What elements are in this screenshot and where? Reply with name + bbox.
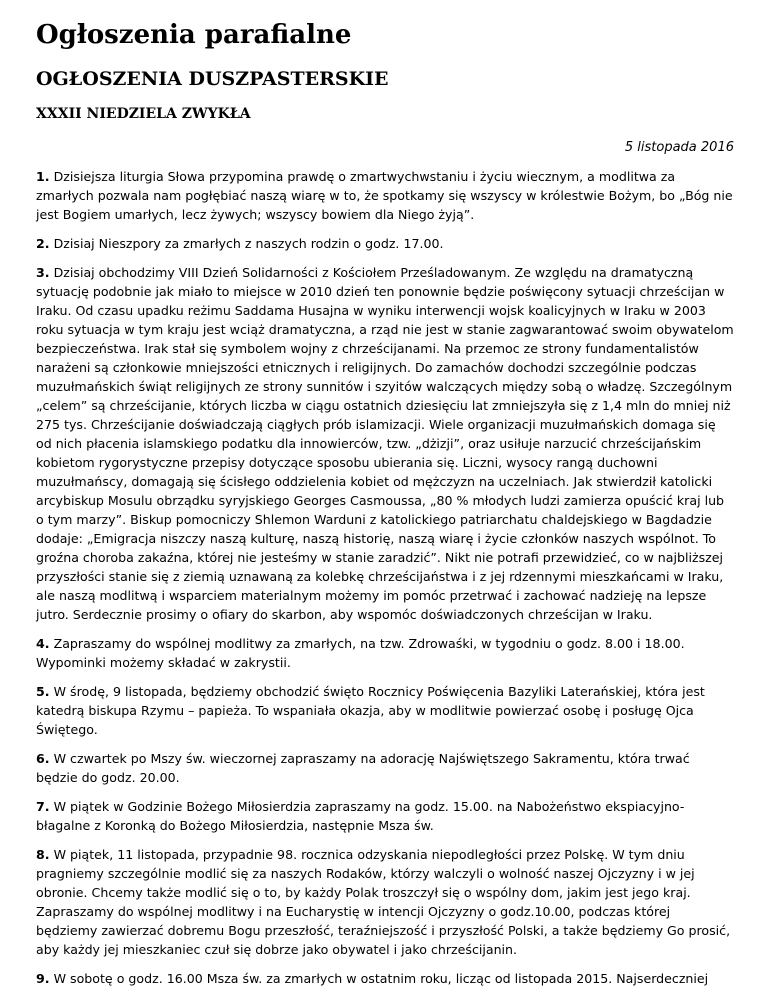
- announcement-item-8: [36, 845, 734, 959]
- item-text: Zapraszamy do wspólnej modlitwy za zmarłych, na tzw. Zdrowaśki, w tygodniu o godz. 8.00 i 18.00. Wypominki możemy składać w zakrystii.: [36, 636, 685, 670]
- announcement-item-3: [36, 263, 734, 624]
- announcement-item-5: [36, 682, 734, 739]
- announcement-date: 5 listopada 2016: [624, 140, 734, 155]
- announcement-item-7: [36, 797, 734, 835]
- item-number: 4.: [36, 636, 50, 651]
- sunday-heading: XXXII NIEDZIELA ZWYKŁA: [36, 106, 251, 122]
- item-text: Dzisiaj Nieszpory za zmarłych z naszych rodzin o godz. 17.00.: [53, 236, 444, 251]
- item-text: W sobotę o godz. 16.00 Msza św. za zmarłych w ostatnim roku, licząc od listopada 2015. Najserdeczniej: [53, 971, 709, 986]
- announcement-item-2: [36, 234, 734, 253]
- item-text: W środę, 9 listopada, będziemy obchodzić święto Rocznicy Poświęcenia Bazyliki Laterańskiej, która jest katedrą biskupa Rzymu – papieża. To wspaniała okazja, aby w modlitwie powierzać osobę i posługę Ojca Świętego.: [36, 684, 705, 737]
- item-number: 5.: [36, 684, 50, 699]
- item-number: 9.: [36, 971, 50, 986]
- item-text: W czwartek po Mszy św. wieczornej zapraszamy na adorację Najświętszego Sakramentu, która trwać będzie do godz. 20.00.: [36, 751, 690, 785]
- item-text: Dzisiejsza liturgia Słowa przypomina prawdę o zmartwychwstaniu i życiu wiecznym, a modlitwa za zmarłych pozwala nam pogłębiać naszą wiarę w to, że spotkamy się wszyscy w królestwie Bożym, bo „Bóg nie jest Bogiem umarłych, lecz żywych; wszyscy bowiem dla Niego żyją”.: [36, 169, 733, 222]
- item-number: 1.: [36, 169, 50, 184]
- item-number: 7.: [36, 799, 50, 814]
- item-number: 2.: [36, 236, 50, 251]
- announcement-item-4: [36, 634, 734, 672]
- item-text: W piątek, 11 listopada, przypadnie 98. rocznica odzyskania niepodległości przez Polskę. W tym dniu pragniemy szczególnie modlić się za naszych Rodaków, którzy walczyli o wolność naszej Ojczyzny i w jej obronie. Chcemy także modlić się o to, by każdy Polak troszczył się o wspólny dom, jakim jest jego kraj. Zapraszamy do wspólnej modlitwy i na Eucharystię w intencji Ojczyzny o godz.10.00, podczas której będziemy zawierzać dobremu Bogu przeszłość, teraźniejszość i przyszłość Polski, a także będziemy Go prosić, aby każdy jej mieszkaniec czuł się dobrze jako obywatel i jako chrześcijanin.: [36, 847, 731, 957]
- announcement-item-1: [36, 167, 734, 224]
- page-title: Ogłoszenia parafialne: [36, 20, 352, 50]
- announcement-item-6: [36, 749, 734, 787]
- item-number: 6.: [36, 751, 50, 766]
- item-number: 8.: [36, 847, 50, 862]
- item-text: Dzisiaj obchodzimy VIII Dzień Solidarności z Kościołem Prześladowanym. Ze względu na dramatyczną sytuację podobnie jak miało to miejsce w 2010 dzień ten ponownie będzie poświęcony sytuacji chrześcijan w Iraku. Od czasu upadku reżimu Saddama Husajna w wyniku interwencji wojsk koalicyjnych w Iraku w 2003 roku sytuacja w tym kraju jest wciąż dramatyczna, a rząd nie jest w stanie zagwarantować swoim obywatelom bezpieczeństwa. Irak stał się symbolem wojny z chrześcijanami. Na przemoc ze strony fundamentalistów narażeni są członkowie mniejszości etnicznych i religijnych. Do zamachów dochodzi szczególnie podczas muzułmańskich świąt religijnych ze strony sunnitów i szyitów walczących między sobą o władzę. Szczególnym „celem” są chrześcijanie, których liczba w ciągu ostatnich dziesięciu lat zmniejszyła się z 1,4 mln do mniej niż 275 tys. Chrześcijanie doświadczają ciągłych prób islamizacji. Wiele organizacji muzułmańskich domaga się od nich płacenia islamskiego podatku dla innowierców, tzw. „dżizji”, oraz usiłuje narzucić chrześcijańskim kobietom rygorystyczne przepisy dotyczące sposobu ubierania się. Liczni, wysocy rangą duchowni muzułmańscy, domagają się ścisłego oddzielenia kobiet od mężczyzn na uczelniach. Jak stwierdził katolicki arcybiskup Mosulu obrządku syryjskiego Georges Casmoussa, „80 % młodych ludzi zamierza opuścić kraj lub o tym marzy”. Biskup pomocniczy Shlemon Warduni z katolickiego patriarchatu chaldejskiego w Bagdadzie dodaje: „Emigracja niszczy naszą kulturę, naszą historię, naszą wiarę i życie członków naszych wspólnot. To groźna choroba zakaźna, której nie jesteśmy w stanie zaradzić”. Nikt nie potrafi przewidzieć, co w najbliższej przyszłości stanie się z ziemią uznawaną za kolebkę chrześcijaństwa i z jej rdzennymi mieszkańcami w Iraku, ale naszą modlitwą i wsparciem materialnym możemy im pomóc przetrwać i zachować nadzieję na lepsze jutro. Serdecznie prosimy o ofiary do skarbon, aby wspomóc doświadczonych chrześcijan w Iraku.: [36, 265, 734, 622]
- announcement-item-9: [36, 969, 734, 988]
- section-heading: OGŁOSZENIA DUSZPASTERSKIE: [36, 68, 389, 90]
- item-number: 3.: [36, 265, 50, 280]
- item-text: W piątek w Godzinie Bożego Miłosierdzia zapraszamy na godz. 15.00. na Nabożeństwo ekspiacyjno-błagalne z Koronką do Bożego Miłosierdzia, następnie Msza św.: [36, 799, 685, 833]
